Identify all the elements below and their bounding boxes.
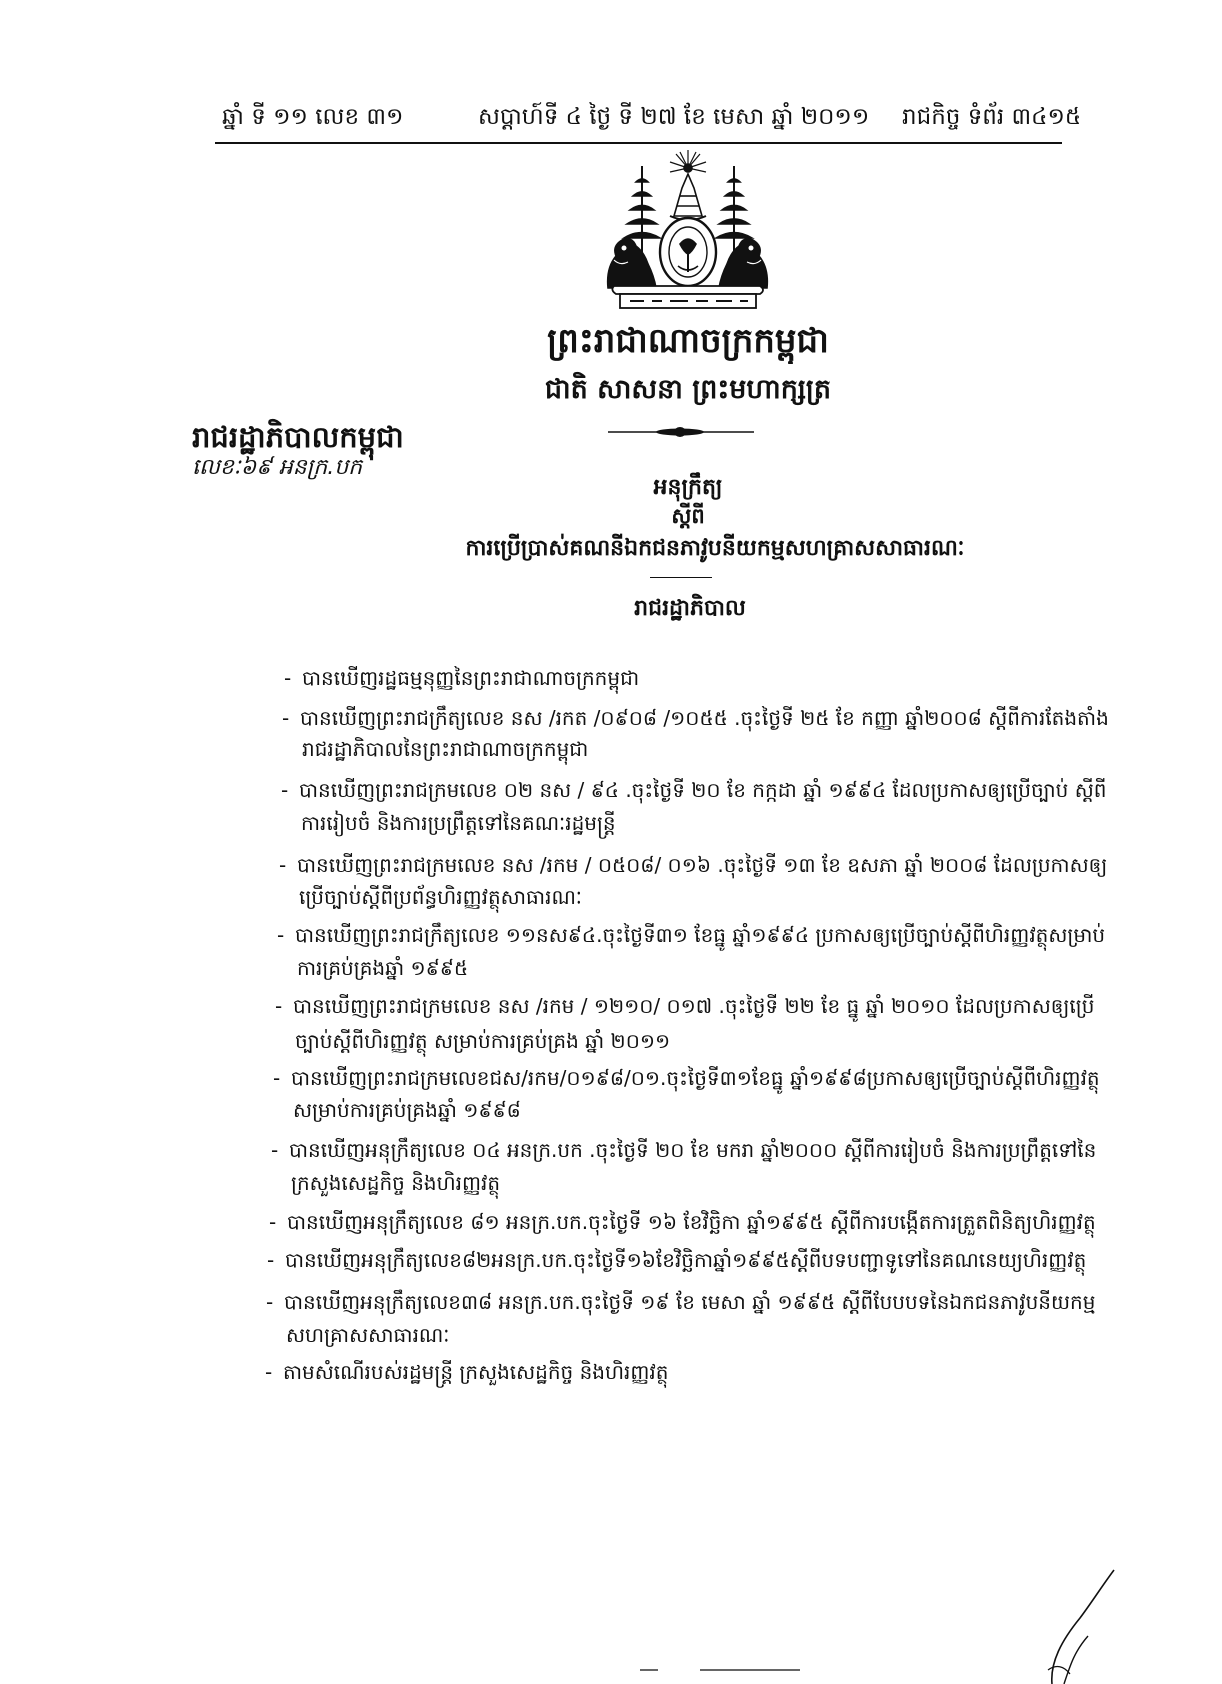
bullet-dash: - — [269, 1210, 277, 1234]
list-item — [267, 1244, 1097, 1277]
page-footer-mark — [640, 1664, 810, 1676]
bullet-dash: - — [279, 853, 287, 877]
bullet-dash: - — [275, 994, 283, 1018]
bullet-dash: - — [265, 1360, 273, 1384]
bullet-dash: - — [277, 923, 285, 947]
list-item — [265, 1356, 1095, 1389]
list-item-line: បានឃើញព្រះរាជក្រឹត្យលេខ នស /រកត /០៩០៨ /១០៥៥ .ចុះថ្ងៃទី ២៥ ខែ កញ្ញា ឆ្នាំ២០០៨ ស្តីពីការតែងតាំង — [300, 706, 1109, 730]
decree-about-label: ស្តីពី — [671, 504, 705, 528]
ornamental-divider-icon — [606, 424, 756, 440]
national-motto: ជាតិ សាសនា ព្រះមហាក្សត្រ — [544, 374, 832, 405]
list-item-line: បានឃើញអនុក្រឹត្យលេខ៨២អនក្រ.បក.ចុះថ្ងៃទី១៦ខែវិច្ឆិកាឆ្នាំ១៩៩៥ស្តីពីបទបញ្ជាទូទៅនៃគណនេយ្យហិរញ្ញវត្ថុ — [285, 1248, 1087, 1272]
list-item — [282, 703, 1112, 765]
list-item — [271, 1134, 1101, 1200]
list-item-line: បានឃើញព្រះរាជក្រមលេខជស/រកម/០១៩៨/០១.ចុះថ្ងៃទី៣១ខែធ្នូ ឆ្នាំ១៩៩៨ប្រកាសឲ្យប្រើច្បាប់ស្តីពីហិរញ្ញវត្ថុ — [291, 1066, 1100, 1090]
list-item-line: បានឃើញព្រះរាជក្រឹត្យលេខ ១១នស៩៤.ចុះថ្ងៃទី៣១ ខែធ្នូ ឆ្នាំ១៩៩៤ ប្រកាសឲ្យប្រើច្បាប់ស្តីពីហិរញ្ញវត្ថុសម្រាប់ — [295, 923, 1106, 947]
issuing-authority: រាជរដ្ឋាភិបាល — [634, 596, 746, 621]
list-item-line: បានឃើញព្រះរាជក្រមលេខ នស /រកម / ០៥០៨/ ០១៦ .ចុះថ្ងៃទី ១៣ ខែ ឧសភា ឆ្នាំ ២០០៨ ដែលប្រកាសឲ្យ — [297, 853, 1108, 877]
list-item — [277, 919, 1107, 985]
list-item-line: សហគ្រាសសាធារណៈ — [286, 1323, 450, 1347]
list-item-line: ប្រើច្បាប់ស្តីពីប្រព័ន្ធហិរញ្ញវត្ថុសាធារណៈ — [299, 885, 582, 909]
header-rule — [215, 142, 1062, 144]
title-divider — [650, 577, 712, 578]
list-item — [269, 1206, 1099, 1239]
list-item-line: បានឃើញព្រះរាជក្រមលេខ ០២ នស / ៩៤ .ចុះថ្ងៃទី ២០ ខែ កក្កដា ឆ្នាំ ១៩៩៤ ដែលប្រកាសឲ្យប្រើច្បាប់ ស្តីពី — [299, 778, 1107, 802]
decree-type: អនុក្រឹត្យ — [653, 475, 723, 500]
list-item-line: រាជរដ្ឋាភិបាលនៃព្រះរាជាណាចក្រកម្ពុជា — [302, 737, 589, 761]
gazette-date: សប្តាហ៍ទី ៤ ថ្ងៃ ទី ២៧ ខែ មេសា ឆ្នាំ ២០១១ — [478, 104, 870, 130]
bullet-dash: - — [267, 1248, 275, 1272]
list-item-line: ការរៀបចំ និងការប្រព្រឹត្តទៅនៃគណៈរដ្ឋមន្ត្រី — [301, 811, 616, 835]
gazette-page-number: រាជកិច្ច ទំព័រ ៣៤១៥ — [902, 104, 1082, 130]
list-item — [266, 1286, 1096, 1352]
list-item-line: បានឃើញរដ្ឋធម្មនុញ្ញនៃព្រះរាជាណាចក្រកម្ពុជា — [302, 666, 640, 690]
bullet-dash: - — [266, 1290, 274, 1314]
issuing-government: រាជរដ្ឋាភិបាលកម្ពុជា — [192, 420, 404, 454]
royal-coat-of-arms-icon — [600, 148, 775, 313]
bullet-dash: - — [282, 706, 290, 730]
list-item — [284, 662, 1114, 695]
list-item-line: តាមសំណើរបស់រដ្ឋមន្ត្រី ក្រសួងសេដ្ឋកិច្ច និងហិរញ្ញវត្ថុ — [283, 1360, 669, 1384]
list-item-line: បានឃើញអនុក្រឹត្យលេខ ០៤ អនក្រ.បក .ចុះថ្ងៃទី ២០ ខែ មករា ឆ្នាំ២០០០ ស្តីពីការរៀបចំ និងការប្រព្រឹត្តទៅនៃ — [289, 1138, 1097, 1162]
kingdom-name: ព្រះរាជាណាចក្រកម្ពុជា — [547, 321, 829, 361]
bullet-dash: - — [284, 666, 292, 690]
list-item — [281, 774, 1111, 840]
list-item-line: ការគ្រប់គ្រងឆ្នាំ ១៩៩៥ — [297, 956, 469, 980]
list-item-line: បានឃើញព្រះរាជក្រមលេខ នស /រកម / ១២១០/ ០១៧ .ចុះថ្ងៃទី ២២ ខែ ធ្នូ ឆ្នាំ ២០១០ ដែលប្រកាសឲ្យប្រើ — [293, 994, 1095, 1018]
list-item-line: សម្រាប់ការគ្រប់គ្រងឆ្នាំ ១៩៩៨ — [293, 1098, 521, 1122]
list-item-line: បានឃើញអនុក្រឹត្យលេខ ៨១ អនក្រ.បក.ចុះថ្ងៃទី ១៦ ខែវិច្ឆិកា ឆ្នាំ១៩៩៥ ស្តីពីការបង្កើតការត្រួតពិនិត្យហិរញ្ញវត្ថុ — [287, 1210, 1096, 1234]
list-item — [275, 989, 1105, 1059]
decree-title: ការប្រើប្រាស់គណនីឯកជនភាវូបនីយកម្មសហគ្រាសសាធារណៈ — [465, 536, 965, 561]
handwritten-signature-icon — [1040, 1566, 1120, 1684]
bullet-dash: - — [281, 778, 289, 802]
list-item — [273, 1062, 1103, 1126]
list-item-line: ក្រសួងសេដ្ឋកិច្ច និងហិរញ្ញវត្ថុ — [291, 1171, 501, 1195]
document-number: លេខៈ៦៩ អនក្រ.បក — [192, 455, 363, 480]
list-item-line: បានឃើញអនុក្រឹត្យលេខ៣៨ អនក្រ.បក.ចុះថ្ងៃទី ១៩ ខែ មេសា ឆ្នាំ ១៩៩៥ ស្តីពីបែបបទនៃឯកជនភាវូបនីយកម្ម — [284, 1290, 1096, 1314]
list-item — [279, 849, 1109, 913]
bullet-dash: - — [271, 1138, 279, 1162]
gazette-year-issue: ឆ្នាំ ទី ១១ លេខ ៣១ — [222, 104, 404, 130]
bullet-dash: - — [273, 1066, 281, 1090]
list-item-line: ច្បាប់ស្តីពីហិរញ្ញវត្ថុ សម្រាប់ការគ្រប់គ្រង ឆ្នាំ ២០១១ — [295, 1029, 671, 1053]
